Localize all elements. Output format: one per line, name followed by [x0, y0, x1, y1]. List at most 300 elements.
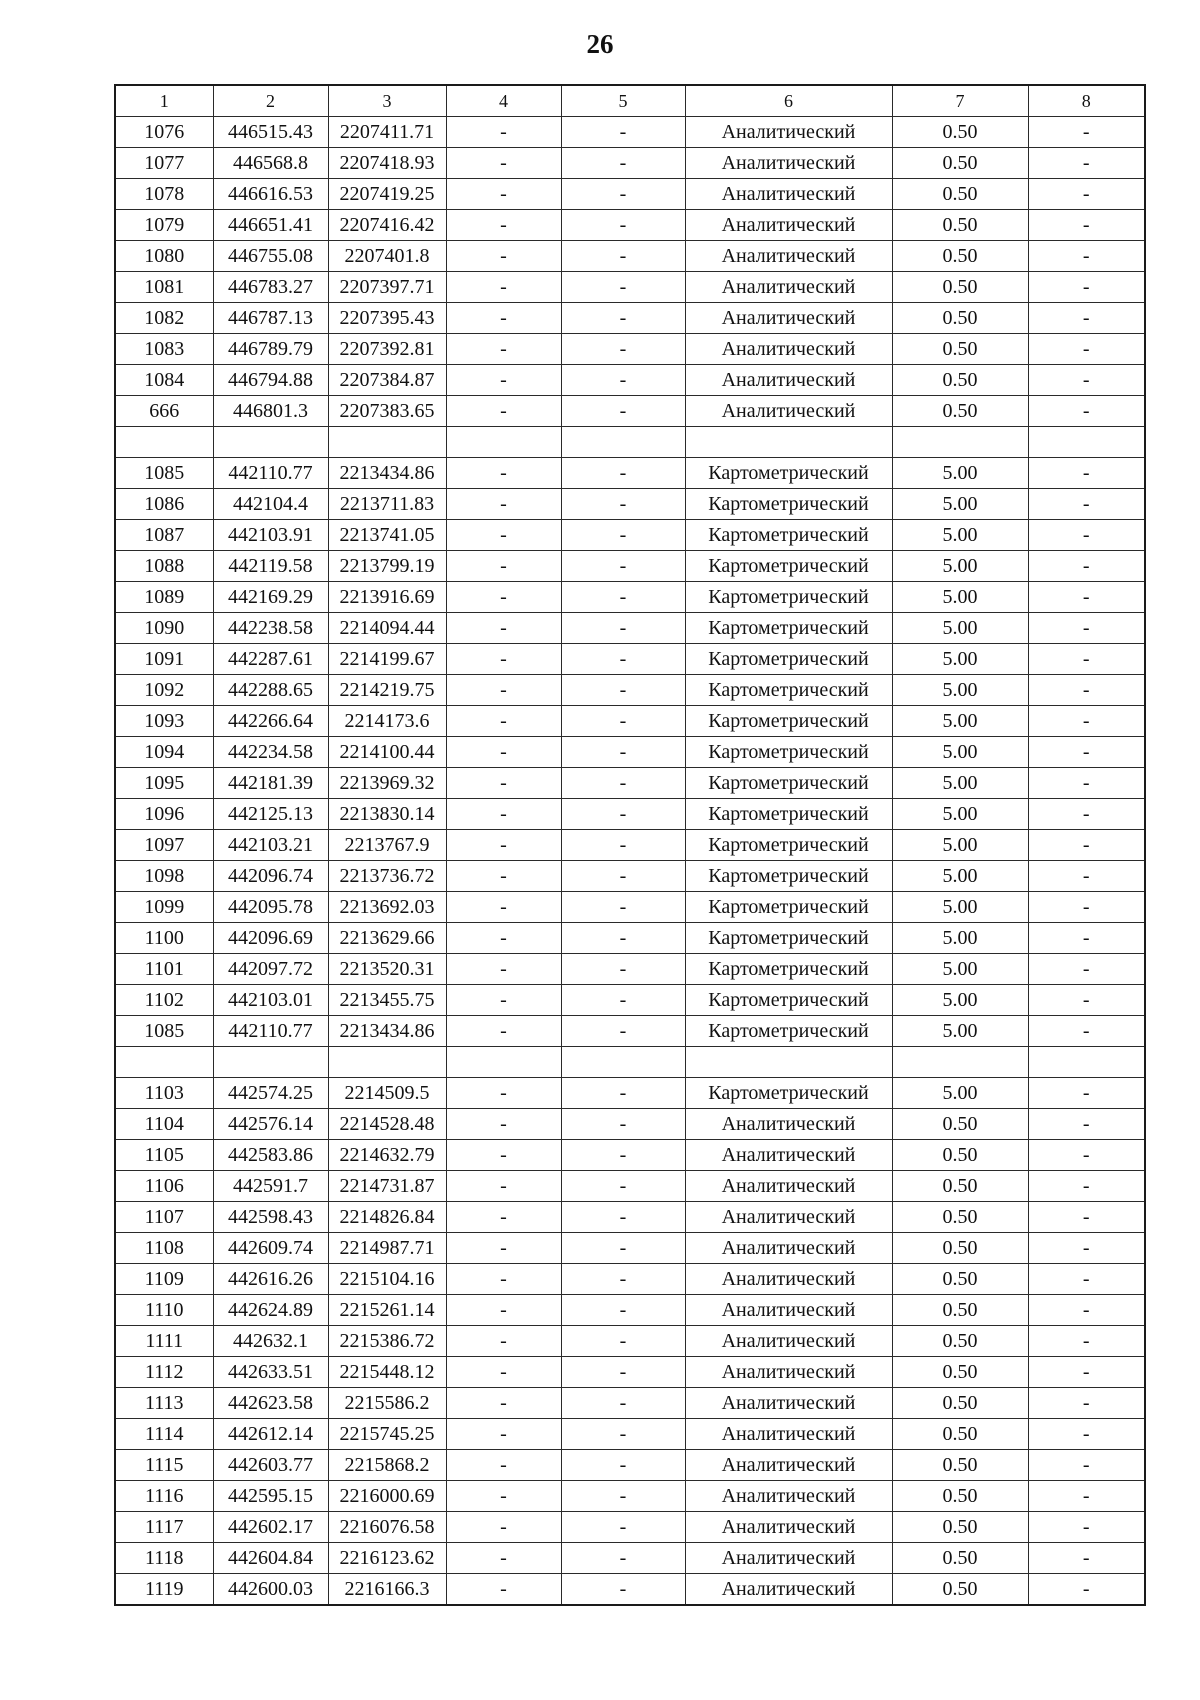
table-cell-col-4: - [446, 613, 561, 644]
table-cell-col-2: 442096.74 [213, 861, 328, 892]
table-cell-col-2: 442598.43 [213, 1202, 328, 1233]
table-cell-col-7: 5.00 [892, 799, 1028, 830]
table-cell-col-1: 1107 [115, 1202, 213, 1233]
table-cell-col-3: 2213711.83 [328, 489, 446, 520]
table-cell-col-7: 5.00 [892, 892, 1028, 923]
table-cell-col-1: 1099 [115, 892, 213, 923]
table-cell-col-3: 2214094.44 [328, 613, 446, 644]
table-cell-col-8: - [1028, 1450, 1145, 1481]
table-cell-col-5: - [561, 489, 685, 520]
table-cell-col-2: 442616.26 [213, 1264, 328, 1295]
table-row [115, 1202, 1145, 1233]
table-row [115, 117, 1145, 148]
table-cell-col-5: - [561, 334, 685, 365]
table-row [115, 520, 1145, 551]
table-cell-col-4: - [446, 1450, 561, 1481]
table-cell-col-3: 2214219.75 [328, 675, 446, 706]
table-cell-col-7: 0.50 [892, 148, 1028, 179]
table-cell-col-5: - [561, 799, 685, 830]
table-cell-col-2: 442119.58 [213, 551, 328, 582]
table-row [115, 675, 1145, 706]
table-cell-col-2: 446651.41 [213, 210, 328, 241]
table-row [115, 582, 1145, 613]
table-cell-col-2: 442633.51 [213, 1357, 328, 1388]
table-cell-col-8: - [1028, 365, 1145, 396]
table-cell-col-5: - [561, 458, 685, 489]
table-cell-col-8: - [1028, 1419, 1145, 1450]
table-cell-col-7: 0.50 [892, 241, 1028, 272]
table-cell-col-2: 442604.84 [213, 1543, 328, 1574]
table-cell-col-5: - [561, 1357, 685, 1388]
table-cell-col-5: - [561, 582, 685, 613]
table-cell-col-8: - [1028, 706, 1145, 737]
table-cell-col-5: - [561, 1295, 685, 1326]
table-row [115, 706, 1145, 737]
table-cell-col-3: 2213741.05 [328, 520, 446, 551]
table-cell-col-4: - [446, 117, 561, 148]
table-cell-col-8: - [1028, 737, 1145, 768]
table-row [115, 1574, 1145, 1606]
table-cell-col-6: Картометрический [685, 675, 892, 706]
table-cell-col-3: 2215868.2 [328, 1450, 446, 1481]
table-cell-col-7: 0.50 [892, 1202, 1028, 1233]
table-cell-col-1: 1085 [115, 1016, 213, 1047]
table-cell-empty [213, 1047, 328, 1078]
table-header [115, 85, 1145, 117]
table-cell-col-8: - [1028, 1295, 1145, 1326]
table-cell-col-4: - [446, 241, 561, 272]
table-cell-col-4: - [446, 830, 561, 861]
table-cell-col-7: 5.00 [892, 551, 1028, 582]
table-cell-empty [892, 427, 1028, 458]
table-cell-col-3: 2213629.66 [328, 923, 446, 954]
table-cell-col-7: 5.00 [892, 458, 1028, 489]
table-cell-col-1: 1088 [115, 551, 213, 582]
table-cell-col-5: - [561, 892, 685, 923]
table-row [115, 148, 1145, 179]
table-cell-col-4: - [446, 1109, 561, 1140]
table-cell-col-8: - [1028, 334, 1145, 365]
table-cell-col-8: - [1028, 923, 1145, 954]
table-cell-col-5: - [561, 1388, 685, 1419]
table-cell-col-6: Картометрический [685, 458, 892, 489]
table-cell-col-3: 2213830.14 [328, 799, 446, 830]
table-cell-col-2: 442103.01 [213, 985, 328, 1016]
table-cell-col-2: 446801.3 [213, 396, 328, 427]
table-cell-col-7: 0.50 [892, 1171, 1028, 1202]
table-cell-col-2: 442600.03 [213, 1574, 328, 1606]
table-cell-col-7: 5.00 [892, 985, 1028, 1016]
table-cell-col-5: - [561, 117, 685, 148]
table-cell-col-5: - [561, 1140, 685, 1171]
table-cell-col-4: - [446, 1233, 561, 1264]
table-cell-col-2: 442602.17 [213, 1512, 328, 1543]
table-cell-col-4: - [446, 799, 561, 830]
table-cell-col-5: - [561, 520, 685, 551]
table-cell-empty [446, 427, 561, 458]
table-cell-col-3: 2207395.43 [328, 303, 446, 334]
table-cell-col-6: Картометрический [685, 582, 892, 613]
table-cell-col-5: - [561, 923, 685, 954]
table-cell-col-3: 2213455.75 [328, 985, 446, 1016]
table-cell-col-8: - [1028, 985, 1145, 1016]
table-cell-col-7: 0.50 [892, 210, 1028, 241]
table-cell-col-5: - [561, 954, 685, 985]
table-cell-col-6: Аналитический [685, 1202, 892, 1233]
table-cell-col-2: 442097.72 [213, 954, 328, 985]
table-cell-col-1: 1100 [115, 923, 213, 954]
table-cell-empty [685, 1047, 892, 1078]
table-cell-col-7: 5.00 [892, 768, 1028, 799]
table-cell-col-7: 5.00 [892, 582, 1028, 613]
table-cell-col-2: 442238.58 [213, 613, 328, 644]
table-cell-col-6: Аналитический [685, 1140, 892, 1171]
table-row [115, 1295, 1145, 1326]
table-cell-empty [892, 1047, 1028, 1078]
table-cell-col-6: Картометрический [685, 892, 892, 923]
table-cell-col-8: - [1028, 179, 1145, 210]
column-header: 8 [1028, 85, 1145, 117]
table-cell-col-2: 442595.15 [213, 1481, 328, 1512]
table-cell-col-6: Аналитический [685, 210, 892, 241]
table-cell-col-5: - [561, 365, 685, 396]
table-cell-col-6: Аналитический [685, 1388, 892, 1419]
table-spacer-row [115, 1047, 1145, 1078]
table-cell-col-4: - [446, 1264, 561, 1295]
table-cell-col-3: 2213736.72 [328, 861, 446, 892]
table-cell-col-7: 0.50 [892, 1326, 1028, 1357]
table-cell-col-1: 1114 [115, 1419, 213, 1450]
table-cell-col-4: - [446, 954, 561, 985]
table-cell-col-8: - [1028, 830, 1145, 861]
table-cell-col-4: - [446, 1512, 561, 1543]
table-row [115, 985, 1145, 1016]
table-cell-col-7: 5.00 [892, 489, 1028, 520]
table-cell-col-4: - [446, 923, 561, 954]
table-cell-col-7: 0.50 [892, 1388, 1028, 1419]
table-cell-col-3: 2214632.79 [328, 1140, 446, 1171]
table-cell-empty [213, 427, 328, 458]
table-cell-col-3: 2213520.31 [328, 954, 446, 985]
table-cell-col-2: 442103.91 [213, 520, 328, 551]
table-cell-col-2: 442591.7 [213, 1171, 328, 1202]
table-cell-col-3: 2213767.9 [328, 830, 446, 861]
table-row [115, 303, 1145, 334]
table-cell-col-5: - [561, 1574, 685, 1606]
table-cell-col-5: - [561, 613, 685, 644]
table-cell-col-7: 0.50 [892, 1357, 1028, 1388]
table-cell-col-1: 1119 [115, 1574, 213, 1606]
table-cell-col-7: 0.50 [892, 1109, 1028, 1140]
table-cell-col-7: 0.50 [892, 1264, 1028, 1295]
table-cell-col-7: 0.50 [892, 396, 1028, 427]
table-cell-col-5: - [561, 148, 685, 179]
page-number: 26 [586, 29, 614, 59]
table-cell-col-4: - [446, 675, 561, 706]
table-body [115, 117, 1145, 1606]
table-cell-col-6: Аналитический [685, 1450, 892, 1481]
table-cell-col-2: 442287.61 [213, 644, 328, 675]
table-cell-col-5: - [561, 1450, 685, 1481]
table-cell-col-8: - [1028, 241, 1145, 272]
table-cell-col-5: - [561, 303, 685, 334]
table-row [115, 954, 1145, 985]
table-cell-col-3: 2215386.72 [328, 1326, 446, 1357]
table-cell-col-7: 0.50 [892, 1419, 1028, 1450]
table-cell-col-5: - [561, 861, 685, 892]
table-cell-col-2: 442125.13 [213, 799, 328, 830]
table-cell-col-6: Картометрический [685, 644, 892, 675]
table-cell-col-2: 446568.8 [213, 148, 328, 179]
table-cell-col-5: - [561, 210, 685, 241]
table-cell-col-6: Аналитический [685, 396, 892, 427]
table-cell-col-6: Аналитический [685, 179, 892, 210]
column-header: 6 [685, 85, 892, 117]
table-cell-col-1: 1109 [115, 1264, 213, 1295]
table-row [115, 458, 1145, 489]
table-cell-empty [685, 427, 892, 458]
table-cell-col-4: - [446, 365, 561, 396]
table-cell-col-7: 5.00 [892, 954, 1028, 985]
table-cell-empty [561, 1047, 685, 1078]
table-cell-col-8: - [1028, 520, 1145, 551]
table-row [115, 272, 1145, 303]
table-cell-col-5: - [561, 551, 685, 582]
table-cell-col-4: - [446, 1016, 561, 1047]
table-row [115, 365, 1145, 396]
table-cell-col-8: - [1028, 613, 1145, 644]
table-cell-col-3: 2207411.71 [328, 117, 446, 148]
table-cell-col-4: - [446, 1419, 561, 1450]
table-cell-col-2: 442583.86 [213, 1140, 328, 1171]
table-cell-col-3: 2215586.2 [328, 1388, 446, 1419]
table-cell-col-4: - [446, 1388, 561, 1419]
table-cell-col-6: Аналитический [685, 1481, 892, 1512]
table-row [115, 1357, 1145, 1388]
table-cell-col-3: 2215261.14 [328, 1295, 446, 1326]
table-row [115, 861, 1145, 892]
table-cell-col-5: - [561, 241, 685, 272]
table-cell-col-3: 2207392.81 [328, 334, 446, 365]
table-cell-col-5: - [561, 1109, 685, 1140]
table-cell-col-3: 2213916.69 [328, 582, 446, 613]
table-cell-col-6: Аналитический [685, 148, 892, 179]
table-cell-col-7: 5.00 [892, 675, 1028, 706]
table-cell-col-1: 1078 [115, 179, 213, 210]
table-cell-col-4: - [446, 458, 561, 489]
table-cell-col-1: 1103 [115, 1078, 213, 1109]
table-cell-col-8: - [1028, 210, 1145, 241]
table-cell-col-4: - [446, 768, 561, 799]
table-cell-col-6: Картометрический [685, 985, 892, 1016]
table-cell-col-7: 5.00 [892, 706, 1028, 737]
table-row [115, 768, 1145, 799]
table-row [115, 1512, 1145, 1543]
table-cell-col-6: Аналитический [685, 1574, 892, 1606]
table-cell-col-7: 0.50 [892, 1481, 1028, 1512]
table-row [115, 179, 1145, 210]
table-cell-col-8: - [1028, 892, 1145, 923]
table-cell-col-5: - [561, 396, 685, 427]
table-cell-col-1: 1085 [115, 458, 213, 489]
table-cell-col-6: Аналитический [685, 1512, 892, 1543]
table-cell-col-8: - [1028, 1233, 1145, 1264]
table-cell-col-5: - [561, 1233, 685, 1264]
table-cell-col-1: 1086 [115, 489, 213, 520]
table-cell-col-4: - [446, 1295, 561, 1326]
column-header: 5 [561, 85, 685, 117]
header-row [115, 85, 1145, 117]
table-cell-col-2: 442181.39 [213, 768, 328, 799]
table-cell-col-5: - [561, 737, 685, 768]
table-cell-col-8: - [1028, 117, 1145, 148]
table-cell-col-6: Аналитический [685, 1264, 892, 1295]
table-cell-col-5: - [561, 706, 685, 737]
table-cell-col-1: 1081 [115, 272, 213, 303]
table-cell-col-4: - [446, 334, 561, 365]
table-cell-col-3: 2207418.93 [328, 148, 446, 179]
table-cell-col-6: Картометрический [685, 613, 892, 644]
table-cell-col-1: 1092 [115, 675, 213, 706]
table-cell-col-8: - [1028, 644, 1145, 675]
table-cell-col-3: 2213434.86 [328, 458, 446, 489]
table-cell-col-8: - [1028, 148, 1145, 179]
table-cell-col-2: 442609.74 [213, 1233, 328, 1264]
table-row [115, 1388, 1145, 1419]
table-cell-col-6: Картометрический [685, 551, 892, 582]
table-cell-col-8: - [1028, 489, 1145, 520]
table-row [115, 551, 1145, 582]
table-cell-col-2: 446515.43 [213, 117, 328, 148]
table-cell-col-8: - [1028, 799, 1145, 830]
table-cell-empty [1028, 427, 1145, 458]
table-cell-col-7: 5.00 [892, 613, 1028, 644]
table-cell-col-7: 0.50 [892, 1543, 1028, 1574]
table-cell-col-8: - [1028, 396, 1145, 427]
table-cell-col-3: 2215448.12 [328, 1357, 446, 1388]
table-cell-col-6: Картометрический [685, 830, 892, 861]
table-cell-col-4: - [446, 582, 561, 613]
table-row [115, 334, 1145, 365]
table-cell-col-6: Аналитический [685, 334, 892, 365]
table-cell-col-2: 442169.29 [213, 582, 328, 613]
table-cell-col-8: - [1028, 1543, 1145, 1574]
table-cell-col-5: - [561, 179, 685, 210]
table-row [115, 210, 1145, 241]
table-cell-col-4: - [446, 644, 561, 675]
table-cell-col-3: 2215104.16 [328, 1264, 446, 1295]
table-cell-col-6: Картометрический [685, 706, 892, 737]
coordinates-table [114, 84, 1146, 1606]
table-cell-col-4: - [446, 1078, 561, 1109]
table-cell-col-7: 0.50 [892, 117, 1028, 148]
table-cell-col-7: 0.50 [892, 303, 1028, 334]
table-row [115, 644, 1145, 675]
table-cell-col-3: 2207397.71 [328, 272, 446, 303]
table-row [115, 1326, 1145, 1357]
table-cell-col-8: - [1028, 1512, 1145, 1543]
table-cell-col-6: Картометрический [685, 954, 892, 985]
table-cell-col-2: 446787.13 [213, 303, 328, 334]
table-cell-col-4: - [446, 520, 561, 551]
table-cell-col-6: Картометрический [685, 923, 892, 954]
table-cell-col-2: 446755.08 [213, 241, 328, 272]
table-cell-col-2: 446616.53 [213, 179, 328, 210]
table-cell-col-7: 0.50 [892, 1233, 1028, 1264]
table-cell-col-6: Картометрический [685, 768, 892, 799]
table-cell-col-3: 2207419.25 [328, 179, 446, 210]
table-cell-col-8: - [1028, 1202, 1145, 1233]
table-cell-col-4: - [446, 1202, 561, 1233]
table-cell-col-8: - [1028, 303, 1145, 334]
table-cell-col-2: 442612.14 [213, 1419, 328, 1450]
table-cell-col-1: 1104 [115, 1109, 213, 1140]
column-header: 7 [892, 85, 1028, 117]
table-cell-col-3: 2207416.42 [328, 210, 446, 241]
table-cell-col-8: - [1028, 954, 1145, 985]
table-cell-col-2: 442096.69 [213, 923, 328, 954]
table-row [115, 737, 1145, 768]
table-cell-col-7: 0.50 [892, 179, 1028, 210]
table-cell-col-8: - [1028, 582, 1145, 613]
table-cell-col-1: 1093 [115, 706, 213, 737]
table-row [115, 396, 1145, 427]
table-cell-col-4: - [446, 1171, 561, 1202]
table-row [115, 892, 1145, 923]
table-cell-col-3: 2214173.6 [328, 706, 446, 737]
table-cell-col-8: - [1028, 1574, 1145, 1606]
table-cell-col-1: 1091 [115, 644, 213, 675]
table-cell-col-1: 1090 [115, 613, 213, 644]
table-cell-col-6: Аналитический [685, 1109, 892, 1140]
table-cell-empty [115, 427, 213, 458]
table-cell-empty [328, 1047, 446, 1078]
table-cell-col-2: 446794.88 [213, 365, 328, 396]
table-cell-col-6: Аналитический [685, 1357, 892, 1388]
table-cell-col-4: - [446, 985, 561, 1016]
table-cell-col-3: 2214100.44 [328, 737, 446, 768]
table-cell-col-8: - [1028, 1264, 1145, 1295]
table-cell-col-7: 0.50 [892, 1140, 1028, 1171]
table-cell-col-8: - [1028, 1326, 1145, 1357]
table-cell-col-1: 1089 [115, 582, 213, 613]
table-cell-col-6: Аналитический [685, 1233, 892, 1264]
table-cell-col-2: 442624.89 [213, 1295, 328, 1326]
table-cell-col-1: 1079 [115, 210, 213, 241]
table-cell-col-3: 2215745.25 [328, 1419, 446, 1450]
table-cell-col-1: 1083 [115, 334, 213, 365]
table-cell-col-1: 1102 [115, 985, 213, 1016]
table-cell-col-4: - [446, 551, 561, 582]
table-cell-col-2: 442603.77 [213, 1450, 328, 1481]
table-row [115, 1543, 1145, 1574]
table-row [115, 1016, 1145, 1047]
table-cell-col-5: - [561, 644, 685, 675]
table-cell-col-2: 442623.58 [213, 1388, 328, 1419]
table-row [115, 1140, 1145, 1171]
table-cell-col-1: 1106 [115, 1171, 213, 1202]
table-cell-col-2: 442266.64 [213, 706, 328, 737]
table-cell-col-1: 1087 [115, 520, 213, 551]
column-header: 4 [446, 85, 561, 117]
table-cell-col-4: - [446, 303, 561, 334]
table-cell-col-4: - [446, 1140, 561, 1171]
table-cell-col-5: - [561, 675, 685, 706]
table-cell-col-3: 2216076.58 [328, 1512, 446, 1543]
table-cell-col-5: - [561, 830, 685, 861]
table-cell-col-8: - [1028, 1140, 1145, 1171]
table-cell-col-2: 442632.1 [213, 1326, 328, 1357]
